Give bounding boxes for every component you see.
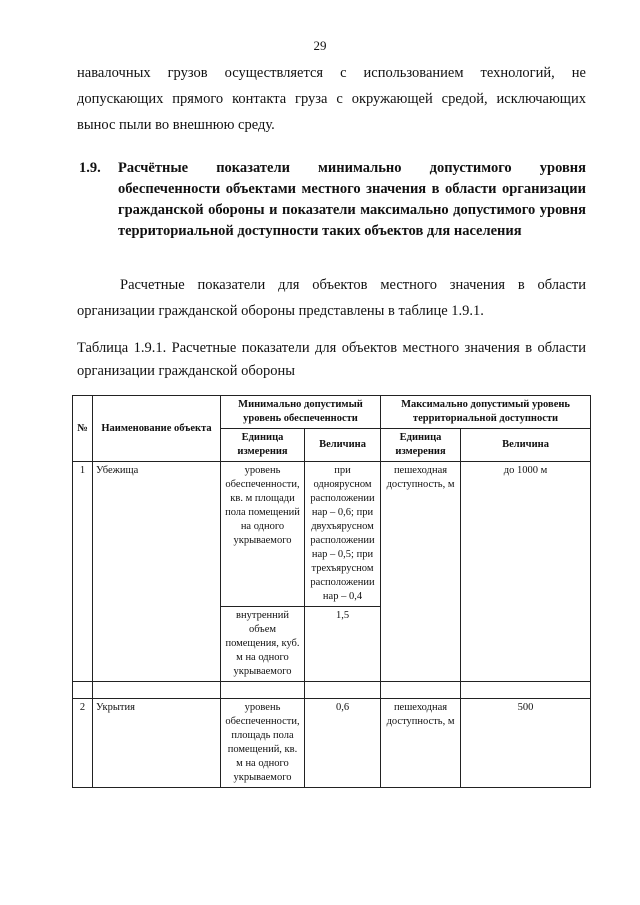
row-min-value: 0,6 xyxy=(305,699,381,788)
indicators-table xyxy=(72,395,591,788)
row-name: Укрытия xyxy=(93,699,221,788)
row-min-unit: уровень обеспеченности, площадь пола помещений, кв. м на одного укрываемого xyxy=(221,699,305,788)
table-caption: Таблица 1.9.1. Расчетные показатели для объектов местного значения в области организации гражданской обороны xyxy=(77,340,586,379)
section-paragraph: Расчетные показатели для объектов местного значения в области организации гражданской обороны представлены в таблице 1.9.1. xyxy=(77,277,586,319)
table-row xyxy=(73,462,591,607)
header-name: Наименование объекта xyxy=(93,396,221,462)
header-max-unit: Единица измерения xyxy=(381,429,461,462)
row-num: 1 xyxy=(73,462,93,682)
header-min-group: Минимально допустимый уровень обеспеченности xyxy=(221,396,381,429)
header-max-group: Максимально допустимый уровень территориальной доступности xyxy=(381,396,591,429)
page-number: 29 xyxy=(313,38,327,53)
row-max-value: до 1000 м xyxy=(461,462,591,682)
row-num: 2 xyxy=(73,699,93,788)
header-num: № xyxy=(73,396,93,462)
row-min-value: 1,5 xyxy=(305,607,381,682)
row-max-unit: пешеходная доступность, м xyxy=(381,462,461,682)
header-max-value: Величина xyxy=(461,429,591,462)
header-min-value: Величина xyxy=(305,429,381,462)
header-min-unit: Единица измерения xyxy=(221,429,305,462)
row-min-unit: уровень обеспеченности, кв. м площади пола помещений на одного укрываемого xyxy=(221,462,305,607)
row-min-value: при одноярусном расположении нар – 0,6; при двухъярусном расположении нар – 0,5; при трехъярусном расположении нар – 0,4 xyxy=(305,462,381,607)
table-spacer-row xyxy=(73,682,591,699)
row-max-value: 500 xyxy=(461,699,591,788)
table-row xyxy=(73,699,591,788)
section-heading xyxy=(77,158,586,242)
row-min-unit: внутренний объем помещения, куб. м на одного укрываемого xyxy=(221,607,305,682)
section-number: 1.9. xyxy=(79,160,101,176)
intro-paragraph: навалочных грузов осуществляется с использованием технологий, не допускающих прямого контакта груза с окружающей средой, исключающих вынос пыли во внешнюю среду. xyxy=(77,65,586,133)
row-max-unit: пешеходная доступность, м xyxy=(381,699,461,788)
section-title: Расчётные показатели минимально допустимого уровня обеспеченности объектами местного значения в области организации гражданской обороны и показатели максимально допустимого уровня территориальной доступности таких объектов для населения xyxy=(118,160,586,239)
row-name: Убежища xyxy=(93,462,221,682)
